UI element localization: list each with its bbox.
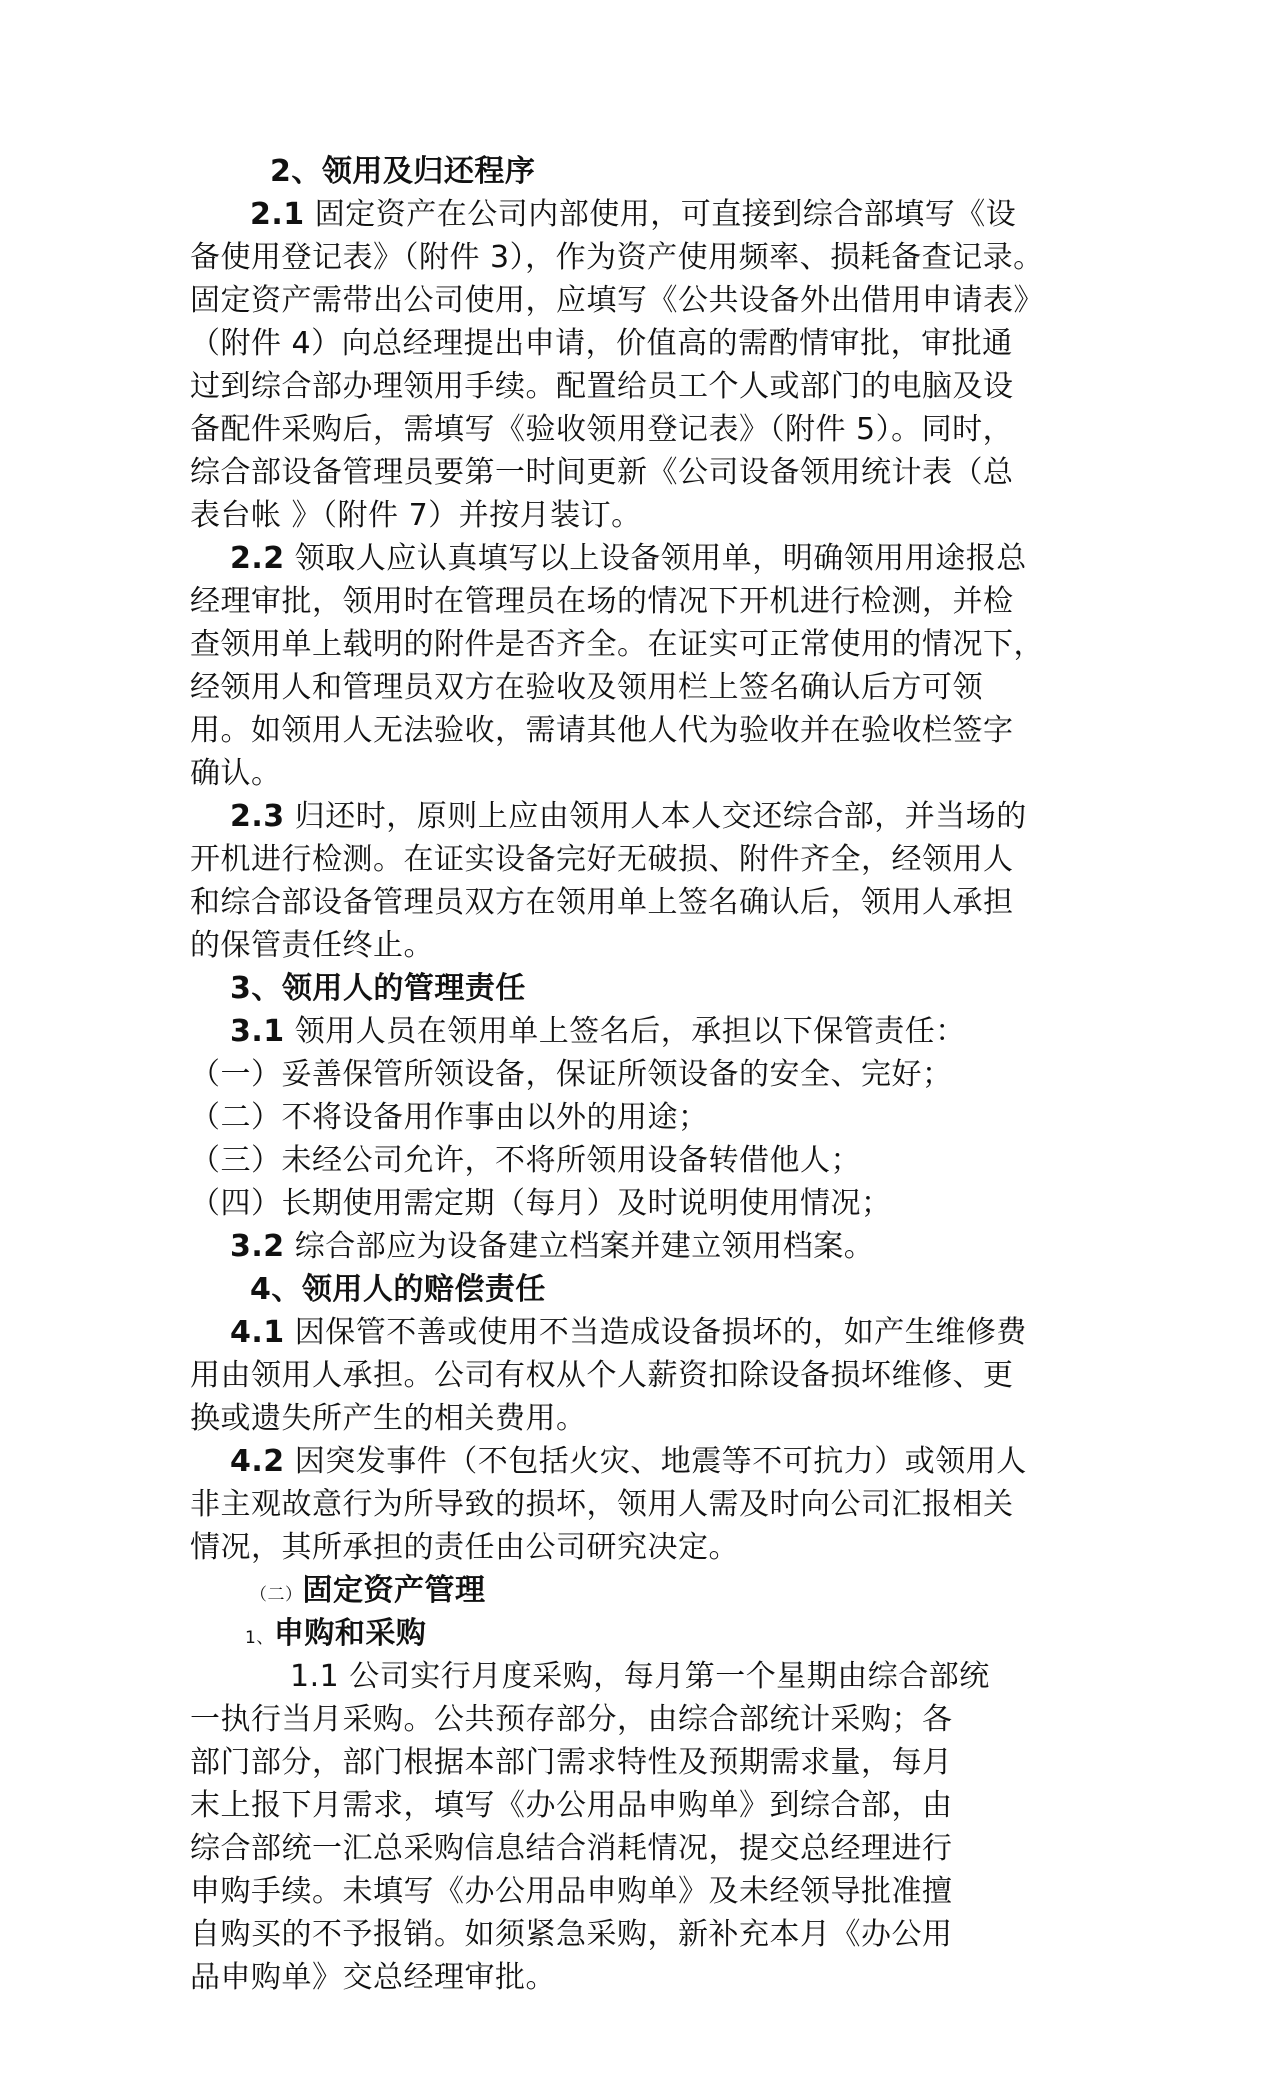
- duty-item: （三）未经公司允许，不将所领用设备转借他人；: [190, 1143, 861, 1178]
- paragraph-2-1-line: 2.1 固定资产在公司内部使用，可直接到综合部填写《设: [250, 197, 1017, 232]
- paragraph-1-1-line: 一执行当月采购。公共预存部分，由综合部统计采购；各: [190, 1702, 953, 1737]
- duty-item: （二）不将设备用作事由以外的用途；: [190, 1100, 709, 1135]
- paragraph-2-2-line: 2.2 领取人应认真填写以上设备领用单，明确领用用途报总: [230, 541, 1027, 576]
- paragraph-4-1-number: 4.1: [230, 1315, 285, 1350]
- paragraph-2-1-line: 综合部设备管理员要第一时间更新《公司设备领用统计表（总: [190, 455, 1014, 490]
- paragraph-2-3-line: 开机进行检测。在证实设备完好无破损、附件齐全，经领用人: [190, 842, 1014, 877]
- paragraph-1-1-line: 1.1 公司实行月度采购，每月第一个星期由综合部统: [290, 1659, 990, 1694]
- paragraph-1-1-line: 自购买的不予报销。如须紧急采购，新补充本月《办公用: [190, 1917, 953, 1952]
- section-4-heading: 4、领用人的赔偿责任: [250, 1272, 546, 1307]
- paragraph-2-1-number: 2.1: [250, 197, 305, 232]
- section-3-heading: 3、领用人的管理责任: [230, 971, 526, 1006]
- paragraph-2-1-line: 固定资产需带出公司使用，应填写《公共设备外出借用申请表》: [190, 283, 1044, 318]
- paragraph-1-1-line: 部门部分，部门根据本部门需求特性及预期需求量，每月: [190, 1745, 953, 1780]
- paragraph-2-2-line: 查领用单上载明的附件是否齐全。在证实可正常使用的情况下，: [190, 627, 1044, 662]
- subsection-purchase-heading: 1、申购和采购: [245, 1616, 427, 1651]
- paragraph-4-2-line: 4.2 因突发事件（不包括火灾、地震等不可抗力）或领用人: [230, 1444, 1027, 1479]
- paragraph-2-2-line: 经领用人和管理员双方在验收及领用栏上签名确认后方可领: [190, 670, 983, 705]
- duty-item: （四）长期使用需定期（每月）及时说明使用情况；: [190, 1186, 892, 1221]
- section-fixed-asset-prefix: （二）: [250, 1585, 303, 1605]
- paragraph-2-1-line: 备使用登记表》（附件 3），作为资产使用频率、损耗备查记录。: [190, 240, 1044, 275]
- paragraph-2-3-number: 2.3: [230, 799, 285, 834]
- paragraph-2-2-line: 用。如领用人无法验收，需请其他人代为验收并在验收栏签字: [190, 713, 1014, 748]
- paragraph-4-2-line: 非主观故意行为所导致的损坏，领用人需及时向公司汇报相关: [190, 1487, 1014, 1522]
- duty-item: （一）妥善保管所领设备，保证所领设备的安全、完好；: [190, 1057, 953, 1092]
- paragraph-2-3-line: 2.3 归还时，原则上应由领用人本人交还综合部，并当场的: [230, 799, 1027, 834]
- paragraph-3-2-number: 3.2: [230, 1229, 285, 1264]
- paragraph-3-1: 3.1 领用人员在领用单上签名后，承担以下保管责任：: [230, 1014, 966, 1049]
- paragraph-2-1-line: 过到综合部办理领用手续。配置给员工个人或部门的电脑及设: [190, 369, 1014, 404]
- paragraph-1-1-line: 品申购单》交总经理审批。: [190, 1960, 556, 1995]
- paragraph-2-2-line: 经理审批，领用时在管理员在场的情况下开机进行检测，并检: [190, 584, 1014, 619]
- paragraph-1-1-line: 申购手续。未填写《办公用品申购单》及未经领导批准擅: [190, 1874, 953, 1909]
- paragraph-2-3-line: 和综合部设备管理员双方在领用单上签名确认后，领用人承担: [190, 885, 1014, 920]
- paragraph-2-1-line: 备配件采购后，需填写《验收领用登记表》（附件 5）。同时，: [190, 412, 1014, 447]
- paragraph-3-1-number: 3.1: [230, 1014, 285, 1049]
- paragraph-4-2-number: 4.2: [230, 1444, 285, 1479]
- paragraph-4-2-line: 情况，其所承担的责任由公司研究决定。: [190, 1530, 739, 1565]
- paragraph-1-1-line: 综合部统一汇总采购信息结合消耗情况，提交总经理进行: [190, 1831, 953, 1866]
- paragraph-4-1-line: 用由领用人承担。公司有权从个人薪资扣除设备损坏维修、更: [190, 1358, 1014, 1393]
- paragraph-2-3-line: 的保管责任终止。: [190, 928, 434, 963]
- paragraph-4-1-line: 4.1 因保管不善或使用不当造成设备损坏的，如产生维修费: [230, 1315, 1027, 1350]
- paragraph-3-2: 3.2 综合部应为设备建立档案并建立领用档案。: [230, 1229, 875, 1264]
- paragraph-2-2-line: 确认。: [190, 756, 282, 791]
- paragraph-4-1-line: 换或遗失所产生的相关费用。: [190, 1401, 587, 1436]
- paragraph-1-1-line: 末上报下月需求，填写《办公用品申购单》到综合部，由: [190, 1788, 953, 1823]
- subsection-purchase-prefix: 1、: [245, 1628, 274, 1648]
- paragraph-2-1-line: （附件 4）向总经理提出申请，价值高的需酌情审批，审批通: [190, 326, 1013, 361]
- paragraph-2-1-line: 表台帐 》（附件 7）并按月装订。: [190, 498, 642, 533]
- paragraph-2-2-number: 2.2: [230, 541, 285, 576]
- section-fixed-asset-heading: （二）固定资产管理: [250, 1573, 486, 1608]
- section-2-heading: 2、领用及归还程序: [270, 154, 536, 189]
